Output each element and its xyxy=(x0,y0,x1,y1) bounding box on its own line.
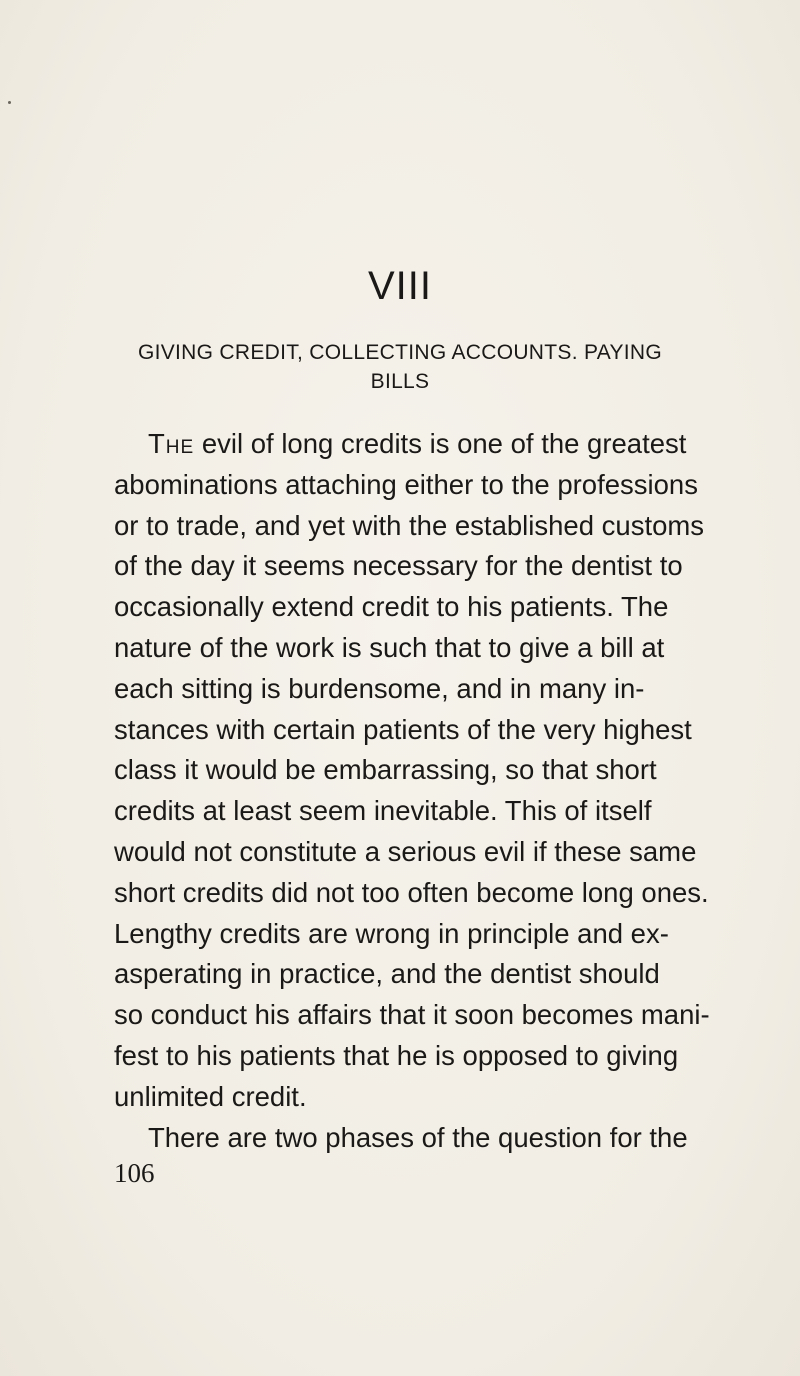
text-line: of the day it seems necessary for the dentist to xyxy=(114,550,683,582)
text-line: occasionally extend credit to his patients. The xyxy=(114,591,669,623)
print-speck xyxy=(8,101,11,104)
text-line-rest: evil of long credits is one of the greatest xyxy=(194,428,687,459)
text-line: or to trade, and yet with the established customs xyxy=(114,509,705,541)
page-number: 106 xyxy=(114,1158,155,1188)
text-line: Lengthy credits are wrong in principle and ex- xyxy=(114,917,669,949)
text-line: nature of the work is such that to give a bill at xyxy=(114,631,665,663)
text-line: abominations attaching either to the professions xyxy=(114,468,698,500)
text-line: unlimited credit. xyxy=(114,1080,307,1112)
chapter-title xyxy=(40,338,760,396)
text-line: stances with certain patients of the very highest xyxy=(114,713,692,745)
text-line: each sitting is burdensome, and in many in- xyxy=(114,672,645,704)
text-line: fest to his patients that he is opposed to giving xyxy=(114,1039,679,1071)
body-text xyxy=(114,424,754,1158)
chapter-title-line: GIVING CREDIT, COLLECTING ACCOUNTS. PAYING xyxy=(137,341,663,364)
text-line xyxy=(114,424,754,465)
lead-word: The xyxy=(148,428,195,459)
text-line: so conduct his affairs that it soon becomes mani- xyxy=(114,999,710,1031)
text-line: There are two phases of the question for the xyxy=(148,1121,688,1153)
text-line: would not constitute a serious evil if these same xyxy=(114,835,697,867)
text-line: short credits did not too often become long ones. xyxy=(114,876,709,908)
chapter-title-line: BILLS xyxy=(370,370,430,393)
text-line: credits at least seem inevitable. This of itself xyxy=(114,795,652,827)
text-line: class it would be embarrassing, so that short xyxy=(114,754,657,786)
text-line: asperating in practice, and the dentist should xyxy=(114,958,660,990)
chapter-number: VIII xyxy=(367,264,433,308)
